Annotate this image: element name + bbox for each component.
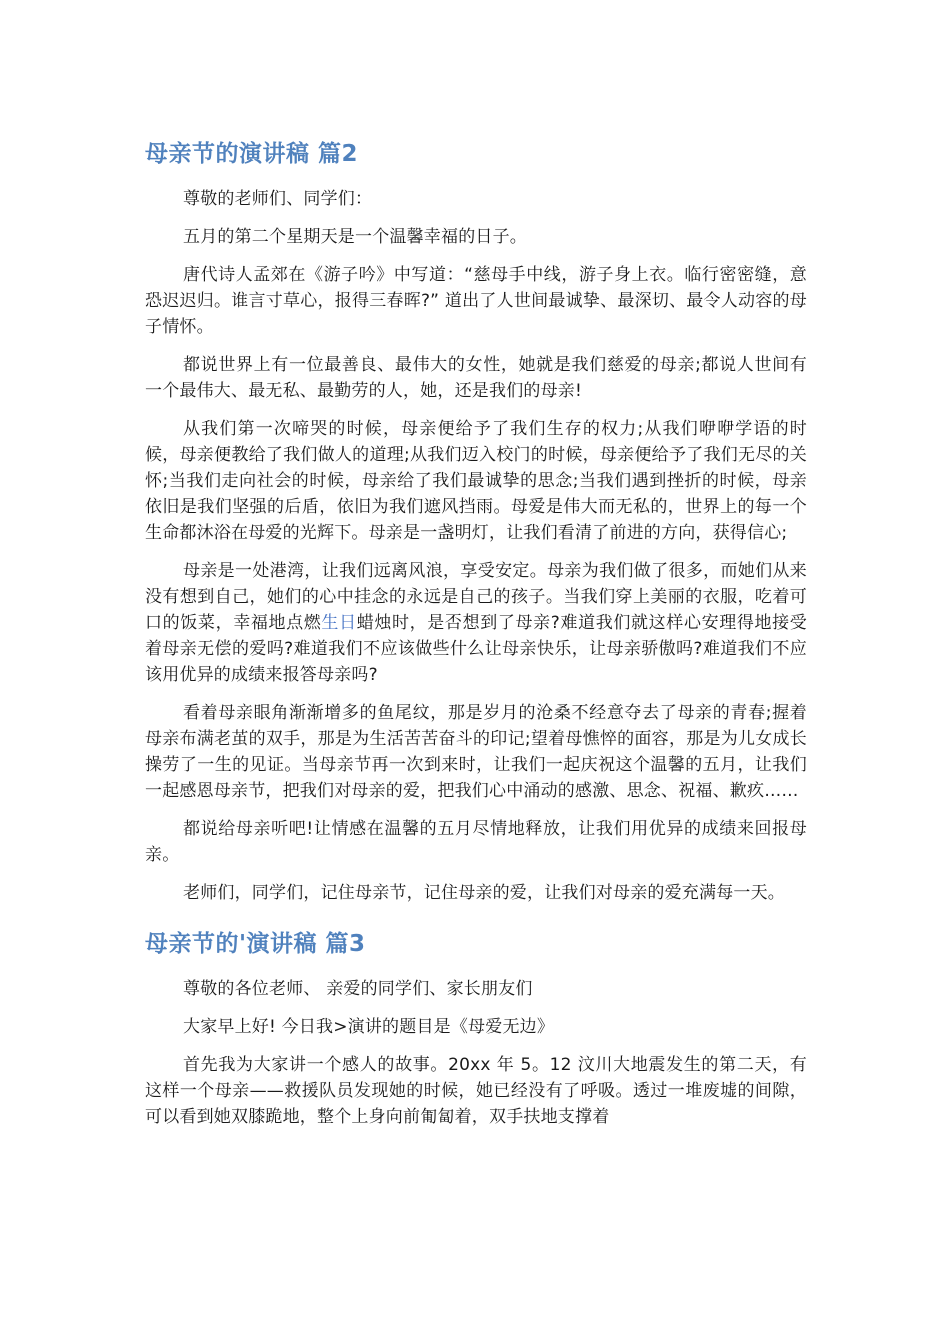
section-3-paragraph-2: 大家早上好! 今日我>演讲的题目是《母爱无边》	[183, 1017, 555, 1037]
birthday-link[interactable]: 生日	[321, 613, 357, 633]
section-2-paragraph-6	[145, 558, 807, 688]
section-3-paragraph-3: 首先我为大家讲一个感人的故事。20xx 年 5。12 汶川大地震发生的第二天，有这样一个母亲——救援队员发现她的时候，她已经没有了呼吸。透过一堆废墟的间隙，可以看到她双膝跪地，整个上身向前匍匐着，双手扶地支撑着	[145, 1055, 807, 1127]
section-2-paragraph-5: 从我们第一次啼哭的时候，母亲便给予了我们生存的权力;从我们咿咿学语的时候，母亲便教给了我们做人的道理;从我们迈入校门的时候，母亲便给予了我们无尽的关怀;当我们走向社会的时候，母亲给了我们最诚挚的思念;当我们遇到挫折的时候，母亲依旧是我们坚强的后盾，依旧为我们遮风挡雨。母爱是伟大而无私的，世界上的每一个生命都沐浴在母爱的光辉下。母亲是一盏明灯，让我们看清了前进的方向，获得信心;	[145, 419, 807, 543]
paragraph-6-text-before: 母亲是一处港湾，让我们远离风浪，享受安定。母亲为我们做了很多，而她们从来没有想到自己，她们的心中挂念的永远是自己的孩子。当我们穿上美丽的衣服，吃着可口的饭菜，幸福地点燃	[145, 561, 807, 633]
document-page	[145, 128, 807, 1130]
paragraph-6-text-after: 蜡烛时，是否想到了母亲?难道我们就这样心安理得地接受着母亲无偿的爱吗?难道我们不应该做些什么让母亲快乐，让母亲骄傲吗?难道我们不应该用优异的成绩来报答母亲吗?	[145, 613, 807, 685]
section-2-paragraph-2: 五月的第二个星期天是一个温馨幸福的日子。	[183, 227, 527, 247]
section-2-title: 母亲节的演讲稿 篇2	[145, 141, 359, 167]
section-2-paragraph-3: 唐代诗人孟郊在《游子吟》中写道：“慈母手中线，游子身上衣。临行密密缝，意恐迟迟归。谁言寸草心，报得三春晖?” 道出了人世间最诚挚、最深切、最令人动容的母子情怀。	[145, 265, 807, 337]
section-2-paragraph-8: 都说给母亲听吧!让情感在温馨的五月尽情地释放，让我们用优异的成绩来回报母亲。	[145, 819, 807, 865]
section-2-paragraph-7: 看着母亲眼角渐渐增多的鱼尾纹，那是岁月的沧桑不经意夺去了母亲的青春;握着母亲布满老茧的双手，那是为生活苦苦奋斗的印记;望着母憔悴的面容，那是为儿女成长操劳了一生的见证。当母亲节再一次到来时，让我们一起庆祝这个温馨的五月，让我们一起感恩母亲节，把我们对母亲的爱，把我们心中涌动的感激、思念、祝福、歉疚……	[145, 703, 807, 801]
section-3-title: 母亲节的'演讲稿 篇3	[145, 931, 366, 957]
section-2-paragraph-1: 尊敬的老师们、同学们：	[183, 189, 373, 209]
section-2-paragraph-4: 都说世界上有一位最善良、最伟大的女性，她就是我们慈爱的母亲;都说人世间有一个最伟大、最无私、最勤劳的人，她，还是我们的母亲!	[145, 355, 807, 401]
section-2-paragraph-9: 老师们，同学们，记住母亲节，记住母亲的爱，让我们对母亲的爱充满每一天。	[183, 883, 785, 903]
section-3-paragraph-1: 尊敬的各位老师、 亲爱的同学们、家长朋友们	[183, 979, 533, 999]
